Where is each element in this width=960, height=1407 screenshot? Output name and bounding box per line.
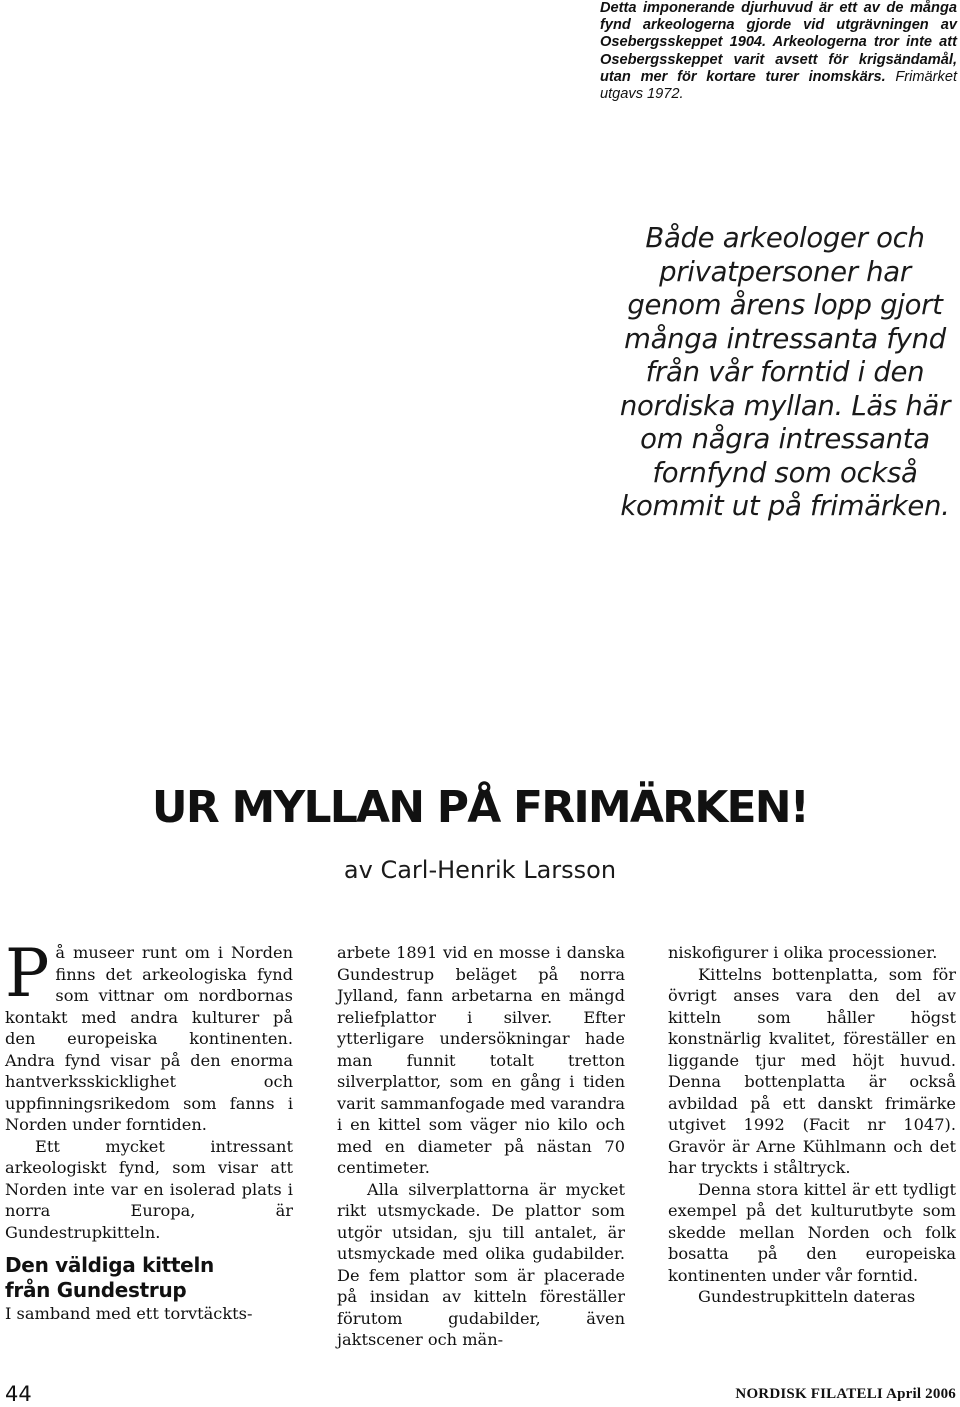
body-paragraph: arbete 1891 vid en mosse i danska Gundestrup beläget på norra Jylland, fann arbetarna en mängd reliefplattor i silver. Efter ytterligare undersökningar hade man funnit totalt tretton silverplattor, som en gång i tiden varit sammanfogade med varandra i en kittel som väger nio kilo och med en diameter på nästan 70 centimeter. (337, 943, 625, 1177)
intro-line: Både arkeologer och (645, 222, 925, 254)
caption-bold-text: Detta imponerande djurhuvud är ett av de många fynd arkeologerna gjorde vid utgrävningen av Osebergsskeppet 1904. Arkeologerna tror inte att Osebergsskeppet varit avsett för krigsändamål, utan mer för kortare turer inomskärs. (600, 0, 957, 85)
intro-line: kommit ut på frimärken. (620, 490, 950, 522)
intro-line: många intressanta fynd (624, 322, 946, 355)
intro-line: om några intressanta (640, 423, 930, 455)
column-1 (5, 935, 293, 1325)
subheading-line-2: från Gundestrup (5, 1278, 187, 1302)
body-paragraph: Kittelns bottenplatta, som för övrigt anses vara den del av kitteln som håller högst konstnärlig kvalitet, föreställer en liggande tjur med höjt huvud. Denna bottenplatta är också avbildad på ett danskt frimärke utgivet 1992 (Facit nr 1047). Gravör är Arne Kühlmann och det har tryckts i ståltryck. (668, 964, 956, 1177)
article-byline: av Carl-Henrik Larsson (343, 856, 617, 884)
column-3 (668, 942, 956, 1308)
drop-cap: P (5, 935, 50, 1012)
article-title: UR MYLLAN PÅ FRIMÄRKEN! (151, 782, 809, 833)
subheading-line-1: Den väldiga kitteln (5, 1253, 214, 1277)
intro-paragraph (610, 222, 960, 524)
intro-line: från vår forntid i den (645, 356, 925, 388)
body-paragraph: Alla silverplattorna är mycket rikt utsmyckade. De plattor som utgör utsidan, sju till antalet, är utsmyckade med olika gudabilder. De fem plattor som är placerade på insidan av kitteln föreställer förutom gudabilder, även jaktscener och män- (337, 1179, 625, 1349)
intro-line: genom årens lopp gjort (627, 289, 943, 321)
body-paragraph: Gundestrupkitteln dateras (698, 1287, 916, 1306)
intro-line: nordiska myllan. Läs här (619, 389, 951, 422)
column-2 (337, 942, 625, 1351)
image-caption (600, 0, 957, 103)
caption-plain-text: Frimärket utgavs 1972. (600, 68, 958, 103)
running-footer: NORDISK FILATELI April 2006 (735, 1386, 956, 1402)
lead-paragraph-text: å museer runt om i Norden finns det arkeologiska fynd som vittnar om nordbornas kontakt med andra kulturer på den europeiska kontinenten. Andra fynd visar på den enorma hantverksskicklighet och uppfinningsrikedom som fanns i Norden under forntiden. (5, 943, 293, 1134)
subheading (5, 1253, 293, 1303)
body-paragraph: I samband med ett torvtäckts- (5, 1304, 253, 1323)
body-paragraph: Denna stora kittel är ett tydligt exempel på det kulturutbyte som skedde mellan Norden och folk bosatta på den europeiska kontinenten under vår forntid. (668, 1179, 956, 1285)
page-number: 44 (5, 1382, 32, 1406)
intro-line: privatpersoner har (659, 255, 911, 288)
intro-line: fornfynd som också (652, 456, 918, 489)
body-paragraph: Ett mycket intressant arkeologiskt fynd, som visar att Norden inte var en isolerad plats i norra Europa, är Gundestrupkitteln. (5, 1136, 293, 1242)
lead-paragraph (5, 935, 293, 1136)
body-paragraph: niskofigurer i olika processioner. (668, 943, 938, 962)
